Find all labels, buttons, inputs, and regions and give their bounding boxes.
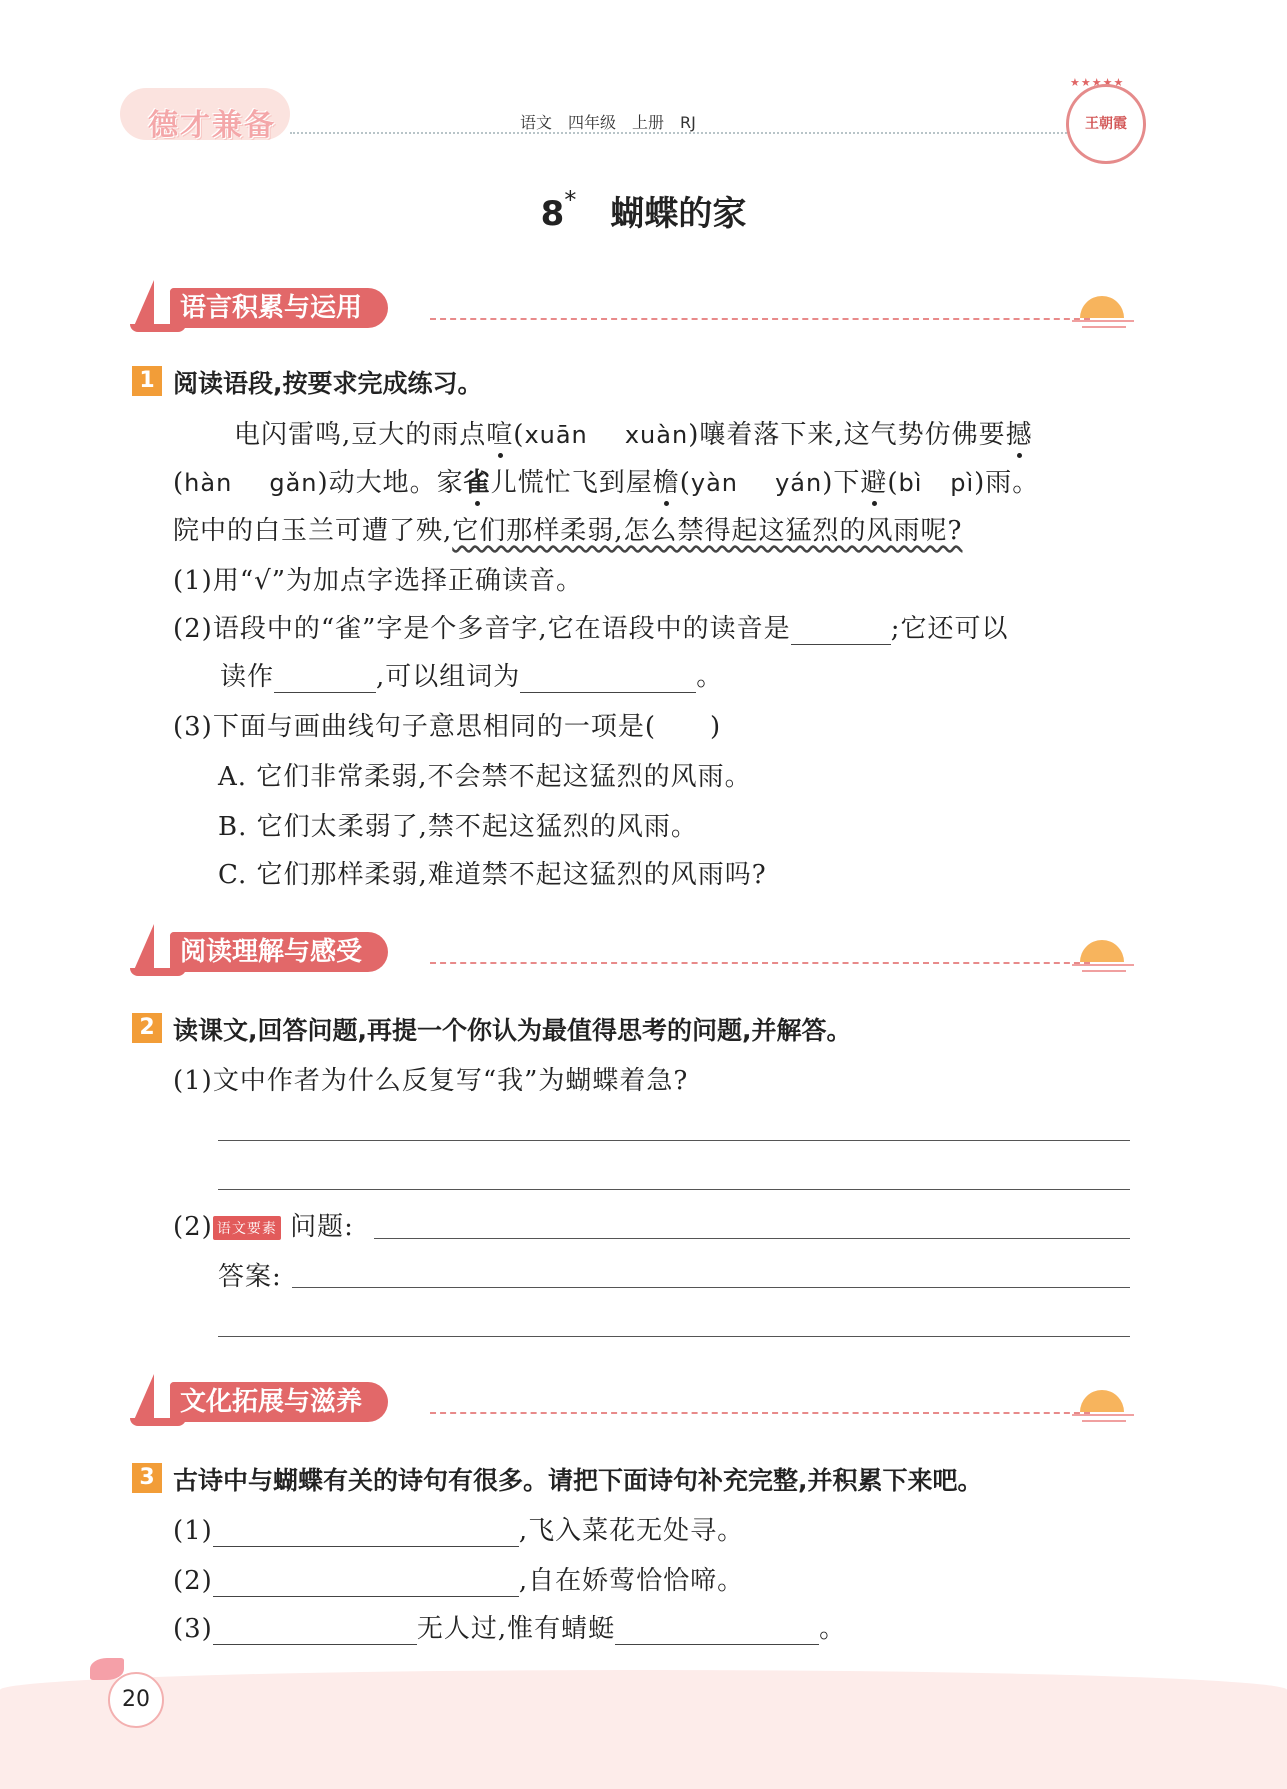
page-number: 20 [108,1672,164,1728]
subquestion-3: (3)下面与画曲线句子意思相同的一项是( ) [173,712,722,742]
question-number: 2 [132,1013,162,1043]
wavy-underlined-sentence: 它们那样柔弱,怎么禁得起这猛烈的风雨呢? [452,516,963,546]
answer-blank[interactable] [213,1520,519,1547]
question-number: 1 [132,366,162,396]
dashed-divider [430,318,1090,320]
answer-line[interactable] [292,1287,1130,1288]
poem-line-2: (2) ,自在娇莺恰恰啼。 [173,1566,745,1596]
question-text: 古诗中与蝴蝶有关的诗句有很多。请把下面诗句补充完整,并积累下来吧。 [173,1466,983,1495]
sail-icon [134,924,154,970]
subquestion-1: (1)文中作者为什么反复写“我”为蝴蝶着急? [173,1066,689,1096]
pinyin-option[interactable]: xuàn [624,421,689,449]
subquestion-2: (2) 语文要素 问题: [173,1212,354,1242]
subquestion-2: (2)语段中的“雀”字是个多音字,它在语段中的读音是 ;它还可以 [173,614,1009,644]
language-element-tag: 语文要素 [213,1216,281,1240]
question-text: 读课文,回答问题,再提一个你认为最值得思考的问题,并解答。 [173,1016,852,1045]
sail-icon [134,280,154,326]
question-text: 阅读语段,按要求完成练习。 [173,369,483,398]
passage-line-3: 院中的白玉兰可遭了殃,它们那样柔弱,怎么禁得起这猛烈的风雨呢? [173,516,963,546]
option-a[interactable]: A. 它们非常柔弱,不会禁不起这猛烈的风雨。 [218,762,752,792]
seal-stars-icon: ★★★★★ [1070,76,1125,89]
section-banner-3 [130,1372,1130,1432]
lesson-title: 蝴蝶的家 [610,194,747,234]
passage-line-2: (hàn gǎn)动大地。家雀儿慌忙飞到屋檐(yàn yán)下避(bì pì)雨。 [173,468,1040,498]
subquestion-1: (1)用“√”为加点字选择正确读音。 [173,566,583,596]
answer-label: 答案: [218,1262,282,1292]
pinyin-option[interactable]: xuān [524,421,588,449]
answer-blank[interactable] [213,1618,417,1645]
passage-line-1: 电闪雷鸣,豆大的雨点喧(xuān xuàn)嚷着落下来,这气势仿佛要撼 [234,420,1033,450]
dashed-divider [430,1412,1090,1414]
section-label: 文化拓展与滋养 [170,1382,388,1422]
section-banner-2 [130,922,1130,982]
sunset-icon [1080,1390,1124,1412]
wave-icon [1072,320,1134,322]
dashed-divider [430,962,1090,964]
poem-line-3: (3) 无人过,惟有蜻蜓 。 [173,1614,847,1644]
option-c[interactable]: C. 它们那样柔弱,难道禁不起这猛烈的风雨吗? [218,860,767,890]
option-b[interactable]: B. 它们太柔弱了,禁不起这猛烈的风雨。 [218,812,698,842]
question-answer-line[interactable] [374,1238,1130,1239]
seal-logo: 王朝霞 [1066,84,1146,164]
section-label: 语言积累与运用 [170,288,388,328]
subquestion-2-cont: 读作 ,可以组词为 。 [220,662,724,692]
sunset-icon [1080,296,1124,318]
brand-logo: 德才兼备 [148,108,276,143]
answer-line[interactable] [218,1189,1130,1190]
wave-icon [1082,1420,1126,1422]
pinyin-option[interactable]: bì [898,469,923,497]
poem-line-1: (1) ,飞入菜花无处寻。 [173,1516,745,1546]
section-label: 阅读理解与感受 [170,932,388,972]
sail-icon [134,1374,154,1420]
pinyin-option[interactable]: gǎn [269,469,318,497]
wave-icon [1082,326,1126,328]
pinyin-option[interactable]: yàn [690,469,738,497]
pinyin-option[interactable]: yán [775,469,823,497]
answer-blank[interactable] [791,618,891,645]
pinyin-option[interactable]: hàn [184,469,233,497]
wave-icon [1072,1414,1134,1416]
question-number: 3 [132,1463,162,1493]
answer-line[interactable] [218,1336,1130,1337]
answer-line[interactable] [218,1140,1130,1141]
answer-blank[interactable] [520,666,696,693]
footer-background [0,1690,1287,1789]
section-banner-1 [130,278,1130,338]
sunset-icon [1080,940,1124,962]
answer-blank[interactable] [274,666,376,693]
header-info: 语文 四年级 上册 RJ [520,113,696,132]
header-divider [290,132,1070,134]
wave-icon [1072,964,1134,966]
answer-blank[interactable] [213,1570,519,1597]
lesson-number: 8* [540,186,577,234]
wave-icon [1082,970,1126,972]
page-title [0,186,1287,235]
answer-blank[interactable] [615,1618,819,1645]
pinyin-option[interactable]: pì [950,469,975,497]
